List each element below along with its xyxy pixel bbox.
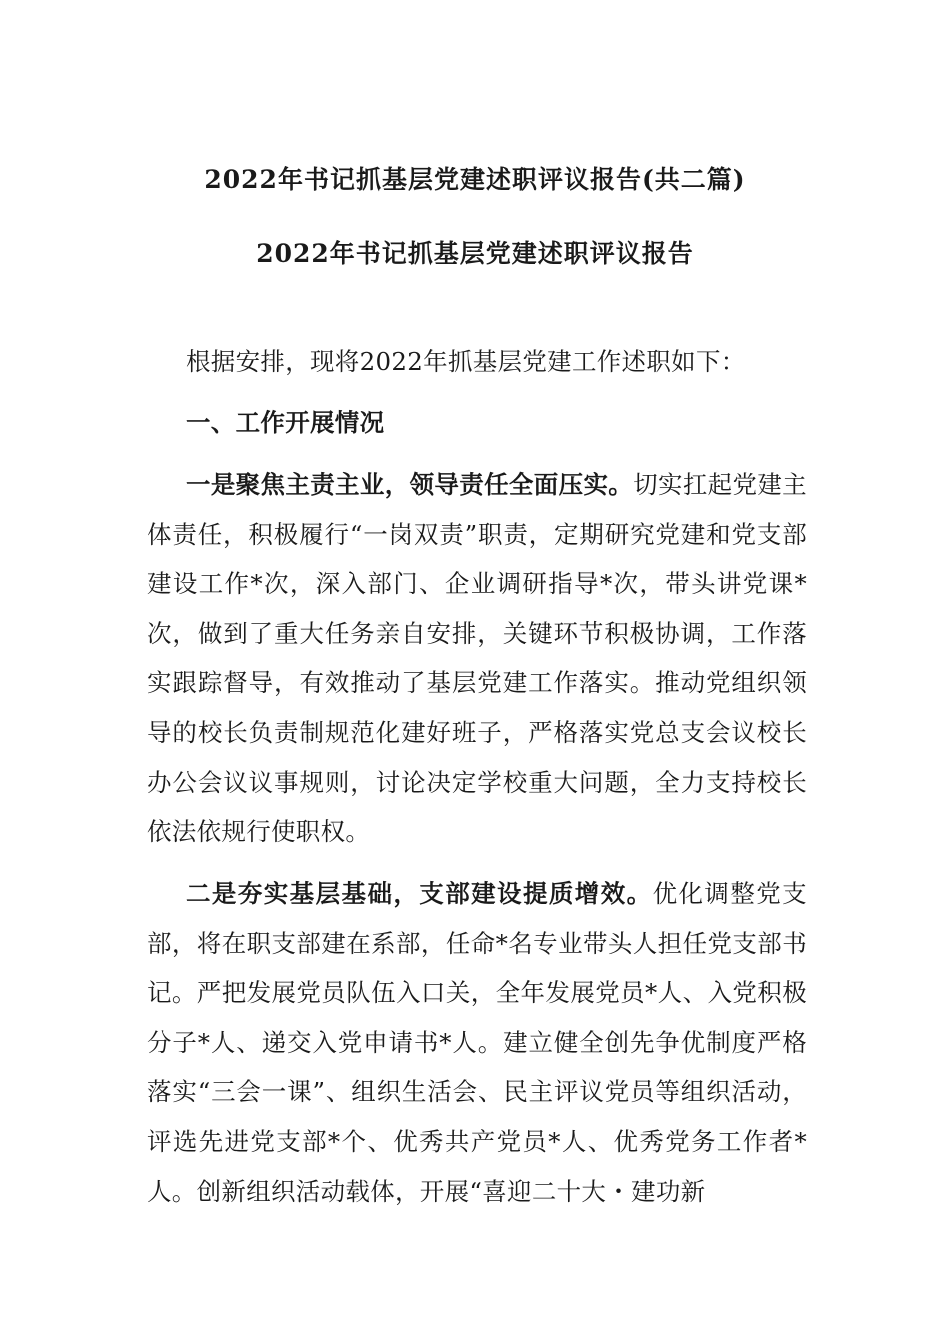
paragraph-2-lead: 二是夯实基层基础，支部建设提质增效。: [186, 879, 653, 908]
paragraph-1-lead: 一是聚焦主责主业，领导责任全面压实。: [186, 470, 634, 499]
section-heading-text: 一、工作开展情况: [186, 408, 385, 437]
paragraph-1: [147, 460, 807, 857]
paragraph-2: [147, 869, 807, 1216]
intro-paragraph: [147, 337, 807, 387]
document-subtitle: 2022年书记抓基层党建述职评议报告: [256, 239, 694, 268]
document-title: 2022年书记抓基层党建述职评议报告(共二篇): [204, 165, 746, 194]
paragraph-2-body: 优化调整党支部，将在职支部建在系部，任命*名专业带头人担任党支部书记。严把发展党员队伍入口关，全年发展党员*人、入党积极分子*人、递交入党申请书*人。建立健全创先争优制度严格落实“三会一课”、组织生活会、民主评议党员等组织活动，评选先进党支部*个、优秀共产党员*人、优秀党务工作者*人。创新组织活动载体，开展“喜迎二十大・建功新: [147, 879, 807, 1206]
section-heading: [147, 398, 807, 448]
paragraph-1-body: 切实扛起党建主体责任，积极履行“一岗双责”职责，定期研究党建和党支部建设工作*次，深入部门、企业调研指导*次，带头讲党课*次，做到了重大任务亲自安排，关键环节积极协调，工作落实跟踪督导，有效推动了基层党建工作落实。推动党组织领导的校长负责制规范化建好班子，严格落实党总支会议校长办公会议议事规则，讨论决定学校重大问题，全力支持校长依法依规行使职权。: [147, 470, 807, 847]
intro-text: 根据安排，现将2022年抓基层党建工作述职如下：: [186, 347, 746, 376]
